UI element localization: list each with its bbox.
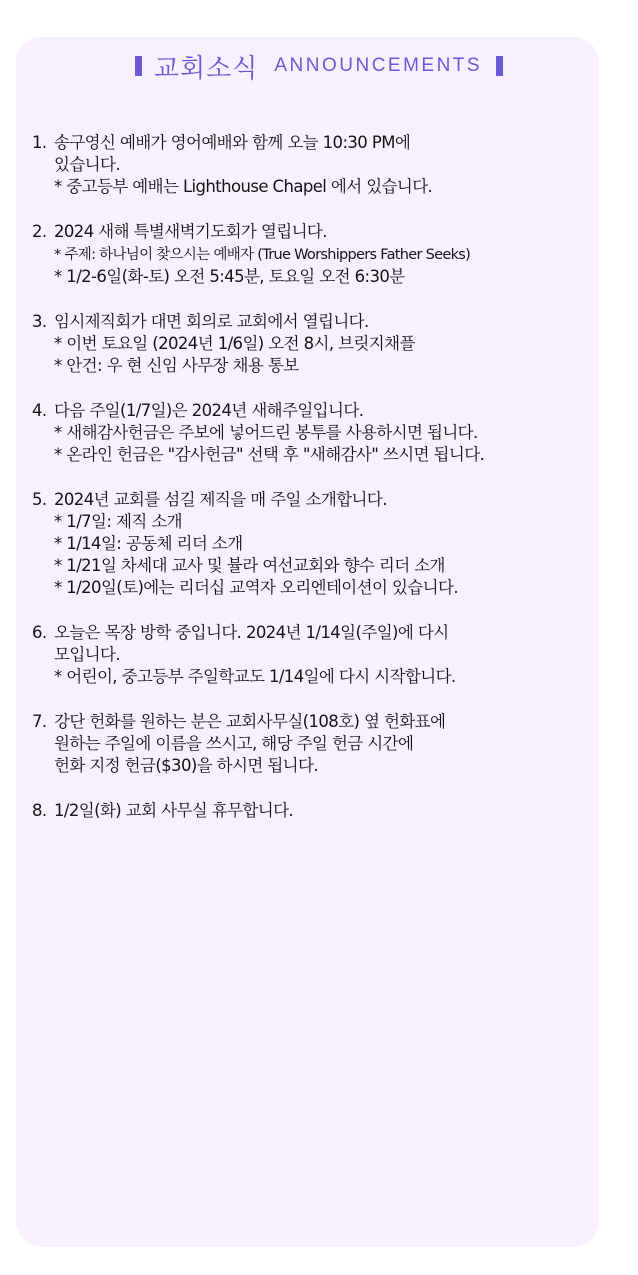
item-detail: * 1/7일: 제직 소개 [54,512,182,531]
item-detail: * 이번 토요일 (2024년 1/6일) 오전 8시, 브릿지채플 [54,334,415,353]
item-detail: * 안건: 우 현 신임 사무장 채용 통보 [54,356,299,375]
announcement-item [32,711,598,777]
item-text: 2024년 교회를 섬길 제직을 매 주일 소개합니다. [54,490,387,509]
item-detail: * 1/2-6일(화-토) 오전 5:45분, 토요일 오전 6:30분 [54,267,405,286]
announcement-item [32,221,598,288]
item-number: 4. [32,401,47,420]
item-detail-text: * 주제: 하나님이 찾으시는 예배자 (True Worshippers Father Seeks) [54,247,471,263]
announcement-item [32,489,598,599]
item-text: 2024 새해 특별새벽기도회가 열립니다. [54,222,327,241]
item-detail: * 1/21일 차세대 교사 및 뷸라 여선교회와 향수 리더 소개 [54,556,445,575]
item-text: 1/2일(화) 교회 사무실 휴무합니다. [54,801,294,820]
item-detail: * 온라인 헌금은 "감사헌금" 선택 후 "새해감사" 쓰시면 됩니다. [54,445,485,464]
item-number: 7. [32,712,47,731]
vertical-bar-icon [496,56,503,76]
item-detail: * 어린이, 중고등부 주일학교도 1/14일에 다시 시작합니다. [54,667,456,686]
announcement-item [32,622,598,688]
announcement-list [32,132,598,845]
item-detail: * 1/20일(토)에는 리더십 교역자 오리엔테이션이 있습니다. [54,578,458,597]
item-number: 5. [32,490,47,509]
item-detail [32,243,598,266]
announcement-item [32,132,598,198]
announcement-item [32,311,598,377]
vertical-bar-icon [135,56,142,76]
item-number: 8. [32,801,47,820]
item-detail: * 새해감사헌금은 주보에 넣어드린 봉투를 사용하시면 됩니다. [54,423,478,442]
item-detail: * 중고등부 예배는 Lighthouse Chapel 에서 있습니다. [54,177,433,196]
item-text: 임시제직회가 대면 회의로 교회에서 열립니다. [54,312,369,331]
item-text: 다음 주일(1/7일)은 2024년 새해주일입니다. [54,401,364,420]
announcements-header [0,49,638,83]
announcement-item [32,800,598,822]
item-text: 모입니다. [54,645,121,664]
item-text: 원하는 주일에 이름을 쓰시고, 해당 주일 헌금 시간에 [54,734,414,753]
item-text: 강단 헌화를 원하는 분은 교회사무실(108호) 옆 헌화표에 [54,712,446,731]
item-text: 오늘은 목장 방학 중입니다. 2024년 1/14일(주일)에 다시 [54,623,449,642]
title-korean: 교회소식 [153,53,259,84]
item-text: 헌화 지정 헌금($30)을 하시면 됩니다. [54,756,318,775]
item-detail: * 1/14일: 공동체 리더 소개 [54,534,243,553]
item-number: 6. [32,623,47,642]
item-number: 2. [32,222,47,241]
item-text: 있습니다. [54,155,121,174]
item-text: 송구영신 예배가 영어예배와 함께 오늘 10:30 PM에 [54,133,411,152]
title-english: ANNOUNCEMENTS [274,55,483,76]
item-number: 3. [32,312,47,331]
announcement-item [32,400,598,466]
item-number: 1. [32,133,47,152]
